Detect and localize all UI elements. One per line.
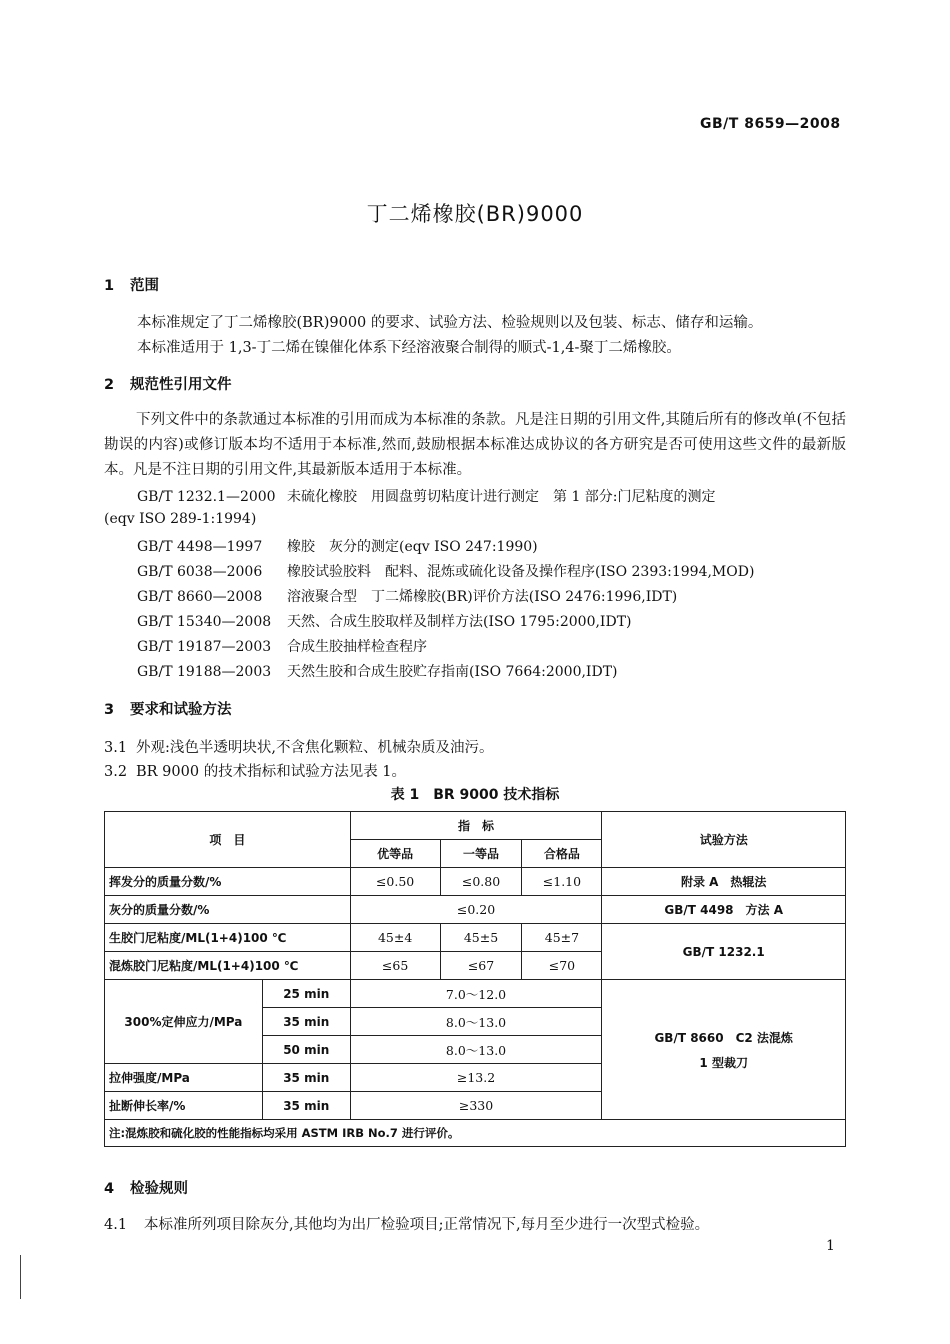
grade-first: 一等品 <box>440 840 522 868</box>
clause-number: 4.1 <box>104 1217 128 1233</box>
scope-paragraph-2: 本标准适用于 1,3-丁二烯在镍催化体系下经溶液聚合制得的顺式-1,4-聚丁二烯橡胶。 <box>137 340 681 356</box>
cell-value: 7.0～12.0 <box>350 980 602 1008</box>
scope-paragraph-1: 本标准规定了丁二烯橡胶(BR)9000 的要求、试验方法、检验规则以及包装、标志、储存和运输。 <box>137 315 763 331</box>
scan-edge-mark <box>20 1255 21 1299</box>
reference-item <box>137 661 618 681</box>
reference-item <box>137 536 538 556</box>
clause-3-2 <box>104 760 406 781</box>
clause-4-1 <box>104 1213 709 1234</box>
cell-time: 25 min <box>262 980 350 1008</box>
row-item: 生胶门尼粘度/ML(1+4)100 ℃ <box>105 924 351 952</box>
cell-method: GB/T 1232.1 <box>602 924 846 980</box>
reference-item <box>137 611 632 631</box>
reference-code: GB/T 4498—1997 <box>137 539 263 555</box>
cell-value: ≥13.2 <box>350 1064 602 1092</box>
spec-table <box>104 811 846 1147</box>
section-number: 3 <box>104 702 115 718</box>
table-row <box>105 868 846 896</box>
table-note-row <box>105 1120 846 1147</box>
cell-value: 8.0～13.0 <box>350 1008 602 1036</box>
cell-value: 8.0～13.0 <box>350 1036 602 1064</box>
clause-text: 外观:浅色半透明块状,不含焦化颗粒、机械杂质及油污。 <box>136 740 494 756</box>
section-number: 1 <box>104 278 115 294</box>
row-item: 300%定伸应力/MPa <box>105 980 263 1064</box>
reference-continuation: (eqv ISO 289-1:1994) <box>104 511 257 527</box>
clause-text: 本标准所列项目除灰分,其他均为出厂检验项目;正常情况下,每月至少进行一次型式检验。 <box>144 1217 710 1233</box>
row-item: 扯断伸长率/% <box>105 1092 263 1120</box>
cell-value: 45±7 <box>522 924 602 952</box>
references-intro: 下列文件中的条款通过本标准的引用而成为本标准的条款。凡是注日期的引用文件,其随后所有的修改单(不包括勘误的内容)或修订版本均不适用于本标准,然而,鼓励根据本标准达成协议的各方研究是否可使用这些文件的最新版本。凡是不注日期的引用文件,其最新版本适用于本标准。 <box>104 412 846 478</box>
section-title: 要求和试验方法 <box>130 702 232 718</box>
grade-qualified: 合格品 <box>522 840 602 868</box>
row-item: 拉伸强度/MPa <box>105 1064 263 1092</box>
reference-title: 未硫化橡胶 用圆盘剪切粘度计进行测定 第 1 部分:门尼粘度的测定 <box>287 489 716 505</box>
cell-value: ≤1.10 <box>522 868 602 896</box>
cell-value: ≤0.20 <box>350 896 602 924</box>
cell-time: 35 min <box>262 1092 350 1120</box>
row-item: 挥发分的质量分数/% <box>105 868 351 896</box>
row-item: 混炼胶门尼粘度/ML(1+4)100 ℃ <box>105 952 351 980</box>
reference-item <box>137 561 754 581</box>
reference-title: 溶液聚合型 丁二烯橡胶(BR)评价方法(ISO 2476:1996,IDT) <box>287 589 678 605</box>
section-number: 2 <box>104 377 115 393</box>
reference-title: 合成生胶抽样检查程序 <box>287 639 427 655</box>
reference-title: 橡胶试验胶料 配料、混炼或硫化设备及操作程序(ISO 2393:1994,MOD) <box>287 564 755 580</box>
cell-method <box>602 980 846 1120</box>
clause-3-1 <box>104 736 494 757</box>
table-row <box>105 980 846 1008</box>
reference-item <box>137 586 677 606</box>
cell-time: 50 min <box>262 1036 350 1064</box>
section-1-heading <box>104 274 159 295</box>
row-item: 灰分的质量分数/% <box>105 896 351 924</box>
reference-title: 天然生胶和合成生胶贮存指南(ISO 7664:2000,IDT) <box>287 664 618 680</box>
reference-code: GB/T 1232.1—2000 <box>137 489 276 505</box>
section-2-heading <box>104 373 232 394</box>
clause-number: 3.1 <box>104 740 128 756</box>
cell-value: 45±4 <box>350 924 440 952</box>
method-line-2: 1 型裁刀 <box>699 1055 748 1070</box>
cell-method: 附录 A 热辊法 <box>602 868 846 896</box>
cell-value: ≤67 <box>440 952 522 980</box>
reference-title: 橡胶 灰分的测定(eqv ISO 247:1990) <box>287 539 538 555</box>
cell-value: 45±5 <box>440 924 522 952</box>
reference-code: GB/T 6038—2006 <box>137 564 263 580</box>
method-line-1: GB/T 8660 C2 法混炼 <box>654 1030 793 1045</box>
reference-code: GB/T 15340—2008 <box>137 614 272 630</box>
page-number: 1 <box>826 1238 835 1254</box>
reference-item <box>137 486 716 506</box>
document-title: 丁二烯橡胶(BR)9000 <box>366 202 584 226</box>
cell-value: ≤70 <box>522 952 602 980</box>
cell-time: 35 min <box>262 1064 350 1092</box>
table-caption: 表 1 BR 9000 技术指标 <box>390 787 560 803</box>
grade-premium: 优等品 <box>350 840 440 868</box>
reference-code: GB/T 19188—2003 <box>137 664 272 680</box>
header-method: 试验方法 <box>602 812 846 868</box>
reference-code: GB/T 8660—2008 <box>137 589 263 605</box>
table-note: 注:混炼胶和硫化胶的性能指标均采用 ASTM IRB No.7 进行评价。 <box>105 1120 846 1147</box>
standard-number: GB/T 8659—2008 <box>700 116 841 132</box>
section-title: 规范性引用文件 <box>130 377 232 393</box>
section-3-heading <box>104 698 232 719</box>
reference-item <box>137 636 427 656</box>
cell-value: ≤0.80 <box>440 868 522 896</box>
clause-text: BR 9000 的技术指标和试验方法见表 1。 <box>136 764 407 780</box>
reference-code: GB/T 19187—2003 <box>137 639 272 655</box>
reference-title: 天然、合成生胶取样及制样方法(ISO 1795:2000,IDT) <box>287 614 632 630</box>
table-header-row <box>105 812 846 840</box>
header-item: 项 目 <box>105 812 351 868</box>
cell-time: 35 min <box>262 1008 350 1036</box>
clause-number: 3.2 <box>104 764 128 780</box>
table-row <box>105 924 846 952</box>
cell-value: ≥330 <box>350 1092 602 1120</box>
cell-value: ≤0.50 <box>350 868 440 896</box>
table-row <box>105 896 846 924</box>
cell-method: GB/T 4498 方法 A <box>602 896 846 924</box>
cell-value: ≤65 <box>350 952 440 980</box>
section-title: 范围 <box>130 278 159 294</box>
header-index: 指 标 <box>350 812 602 840</box>
section-4-heading <box>104 1177 188 1198</box>
section-title: 检验规则 <box>130 1181 188 1197</box>
section-number: 4 <box>104 1181 115 1197</box>
